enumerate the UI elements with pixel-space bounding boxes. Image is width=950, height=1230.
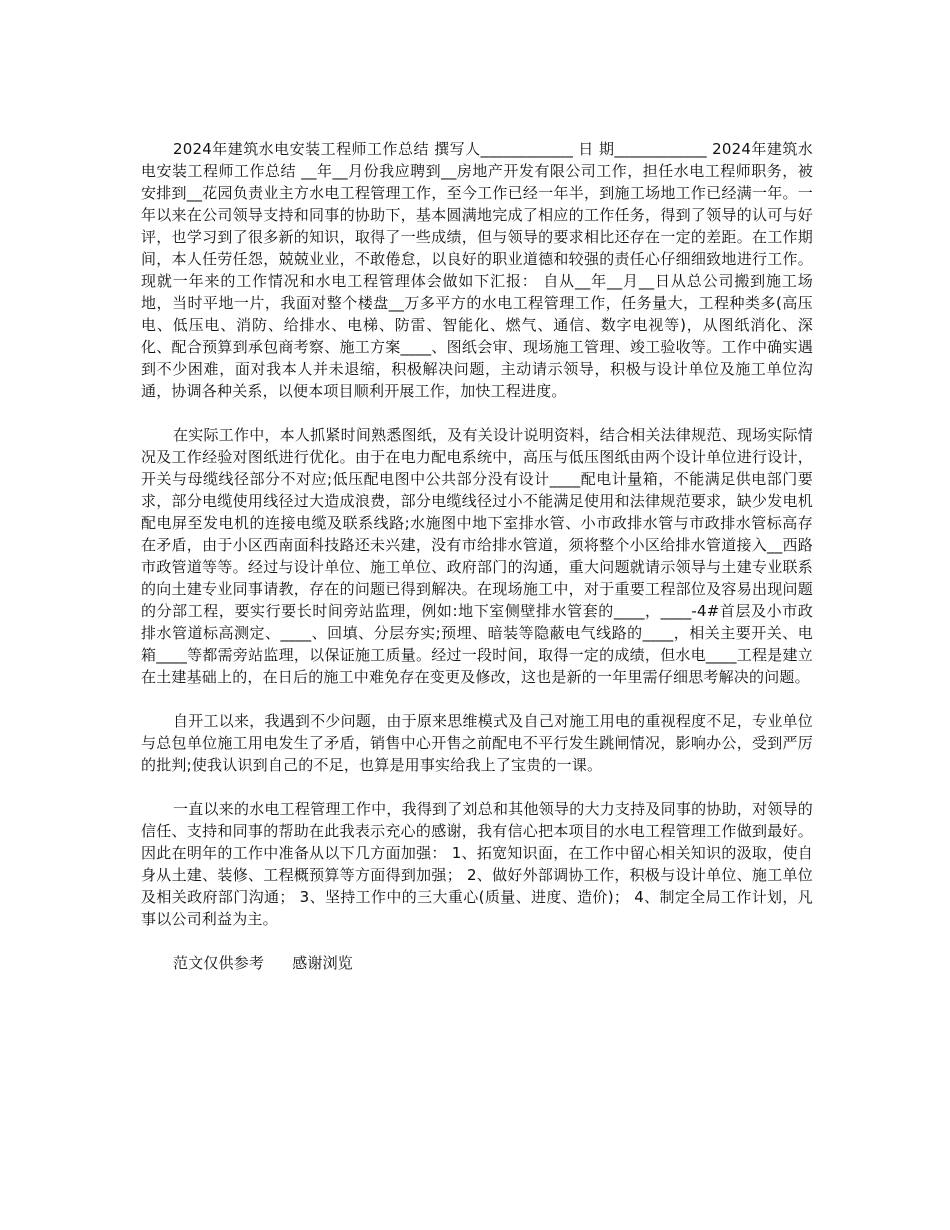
document-paragraph-1-text: 2024年建筑水电安装工程师工作总结 __年__月份我应聘到__房地产开发有限公司工作，担任水电工程师职务，被安排到__花园负责业主方水电工程管理工作，至今工作已经一年半，到施工场地工作已经满一年。一年以来在公司领导支持和同事的协助下，基本圆满地完成了相应的工作任务，得到了领导的认可与好评，也学习到了很多新的知识，取得了一些成绩，但与领导的要求相比还存在一定的差距。在工作期间，本人任劳任怨，兢兢业业，不敢倦怠，以良好的职业道德和较强的责任心仔细细致地进行工作。现就一年来的工作情况和水电工程管理体会做如下汇报： 自从__年__月__日从总公司搬到施工场地，当时平地一片，我面对整个楼盘__万多平方的水电工程管理工作，任务量大，工程种类多(高压电、低压电、消防、给排水、电梯、防雷、智能化、燃气、通信、数字电视等)，从图纸消化、深化、配合预算到承包商考察、施工方案____、图纸会审、现场施工管理、竣工验收等。工作中确实遇到不少困难，面对我本人并未退缩，积极解决问题，主动请示领导，积极与设计单位及施工单位沟通，协调各种关系，以便本项目顺利开展工作，加快工程进度。: [141, 140, 813, 400]
document-header-line: 2024年建筑水电安装工程师工作总结 撰写人____________ 日 期____________: [173, 140, 707, 158]
document-paragraph-intro: [141, 138, 813, 402]
document-paragraph-4: 一直以来的水电工程管理工作中，我得到了刘总和其他领导的大力支持及同事的协助，对领导的信任、支持和同事的帮助在此我表示充心的感谢，我有信心把本项目的水电工程管理工作做到最好。因此在明年的工作中准备从以下几方面加强： 1、拓宽知识面，在工作中留心相关知识的汲取，使自身从土建、装修、工程概预算等方面得到加强； 2、做好外部调协工作，积极与设计单位、施工单位及相关政府部门沟通； 3、坚持工作中的三大重心(质量、进度、造价)； 4、制定全局工作计划，凡事以公司利益为主。: [141, 800, 813, 928]
footer-thanks: 感谢浏览: [292, 954, 354, 972]
document-footer: [141, 952, 813, 974]
document-paragraph-3: 自开工以来，我遇到不少问题，由于原来思维模式及自己对施工用电的重视程度不足，专业单位与总包单位施工用电发生了矛盾，销售中心开售之前配电不平行发生跳闸情况，影响办公，受到严厉的批判;使我认识到自己的不足，也算是用事实给我上了宝贵的一课。: [141, 712, 813, 774]
document-paragraph-2: 在实际工作中，本人抓紧时间熟悉图纸，及有关设计说明资料，结合相关法律规范、现场实际情况及工作经验对图纸进行优化。由于在电力配电系统中，高压与低压图纸由两个设计单位进行设计，开关与母缆线径部分不对应;低压配电图中公共部分没有设计____配电计量箱，不能满足供电部门要求，部分电缆使用线径过大造成浪费，部分电缆线径过小不能满足使用和法律规范要求，缺少发电机配电屏至发电机的连接电缆及联系线路;水施图中地下室排水管、小市政排水管与市政排水管标高存在矛盾，由于小区西南面科技路还未兴建，没有市给排水管道，须将整个小区给排水管道接入__西路市政管道等等。经过与设计单位、施工单位、政府部门的沟通，重大问题就请示领导与土建专业联系的向土建专业同事请教，存在的问题已得到解决。在现场施工中，对于重要工程部位及容易出现问题的分部工程，要实行要长时间旁站监理，例如:地下室侧壁排水管套的____，____-4#首层及小市政排水管道标高测定、____、回填、分层夯实;预埋、暗装等隐蔽电气线路的____，相关主要开关、电箱____等都需旁站监理，以保证施工质量。经过一段时间，取得一定的成绩，但水电____工程是建立在土建基础上的，在日后的施工中难免存在变更及修改，这也是新的一年里需仔细思考解决的问题。: [141, 426, 813, 686]
document-page: [141, 138, 813, 974]
footer-note: 范文仅供参考: [173, 954, 265, 972]
